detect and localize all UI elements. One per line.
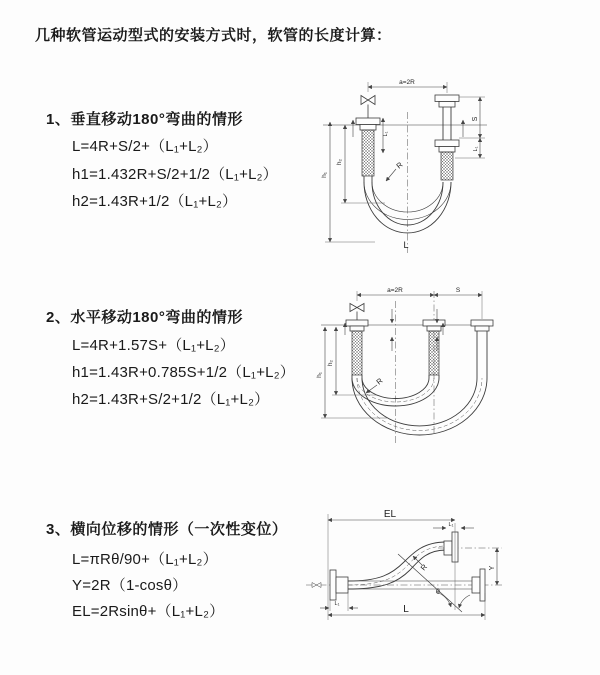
dimension-a2r [368, 79, 447, 93]
dim-label-h1: h₁ [321, 172, 328, 178]
dimension-el [328, 509, 455, 620]
dimension-a2r [357, 287, 482, 319]
dim-label-l: L [403, 604, 409, 615]
hose-displaced-position [348, 542, 446, 589]
braided-hose [362, 130, 374, 176]
dimension-l [328, 593, 485, 620]
right-fitting [471, 320, 493, 378]
right-fitting-upper [435, 95, 459, 140]
section-1-formula-h2: h2=1.43R+1/2（L₁+L₂） [72, 193, 238, 210]
dim-label-l1: L₁ [334, 601, 340, 607]
diagram-vertical-180-bend [315, 70, 495, 265]
dim-label-y: Y [489, 565, 496, 571]
left-fitting [346, 320, 368, 375]
braided-hose [352, 331, 362, 375]
section-2-formula-h2: h2=1.43R+S/2+1/2（L₁+L₂） [72, 391, 270, 408]
valve-icon [361, 96, 375, 119]
dim-label-h1: h₁ [316, 372, 323, 378]
angle-label: θ [436, 589, 440, 596]
dim-label-l1: L₁ [473, 146, 479, 152]
length-label: L [403, 240, 409, 250]
right-flange-original [472, 569, 485, 601]
section-3-formula-y: Y=2R（1-cosθ） [72, 577, 188, 594]
dim-label-l1: L₁ [448, 522, 454, 528]
radius-callout [386, 160, 405, 181]
dim-label-a2r: a=2R [399, 79, 415, 86]
section-1-formula-h1: h1=1.432R+S/2+1/2（L₁+L₂） [72, 166, 278, 183]
radius-label: R [418, 562, 430, 573]
dimension-y [489, 548, 497, 585]
dimension-h2 [336, 125, 385, 203]
dim-label-h2: h₂ [327, 359, 334, 367]
dimension-l1-left [320, 593, 358, 611]
dim-label-s: S [472, 116, 479, 122]
dim-label-a2r: a=2R [387, 287, 403, 294]
dimension-l1-right [455, 138, 485, 158]
section-2-heading: 2、水平移动180°弯曲的情形 [46, 309, 243, 326]
dimension-l1-top [433, 522, 474, 528]
right-flange-displaced [444, 532, 458, 562]
section-2-formula-h1: h1=1.43R+0.785S+1/2（L₁+L₂） [72, 364, 295, 381]
dimension-h1 [316, 327, 387, 418]
radius-label: R [374, 376, 385, 387]
middle-fitting [423, 320, 445, 375]
diagram-horizontal-180-bend [315, 283, 495, 451]
section-1-formula-l: L=4R+S/2+（L₁+L₂） [72, 138, 218, 155]
section-3-heading: 3、横向位移的情形（一次性变位） [46, 521, 288, 538]
section-1-heading: 1、垂直移动180°弯曲的情形 [46, 111, 243, 128]
left-flange [330, 570, 348, 600]
dim-label-el: EL [383, 509, 397, 520]
braided-hose [441, 152, 453, 180]
dimension-s [434, 287, 482, 295]
angle-construction [398, 523, 470, 612]
section-3-formula-el: EL=2Rsinθ+（L₁+L₂） [72, 603, 225, 620]
page-title: 几种软管运动型式的安装方式时，软管的长度计算： [35, 27, 392, 44]
braided-hose [429, 331, 439, 375]
right-fitting-lower [435, 140, 459, 180]
hose-u-bend-position-b [352, 378, 487, 435]
pipe-axis-mark [312, 583, 321, 588]
section-2-formula-l: L=4R+1.57S+（L₁+L₂） [72, 337, 235, 354]
radius-label: R [394, 160, 405, 171]
valve-icon [350, 304, 364, 321]
dim-label-h2: h₂ [336, 158, 343, 166]
dimension-l1-left [383, 118, 389, 153]
dim-label-l1: L₁ [383, 131, 389, 137]
dim-label-s: S [455, 287, 461, 294]
left-fitting [356, 118, 380, 176]
section-3-formula-l: L=πRθ/90+（L₁+L₂） [72, 551, 218, 568]
diagram-lateral-displacement [300, 498, 510, 633]
